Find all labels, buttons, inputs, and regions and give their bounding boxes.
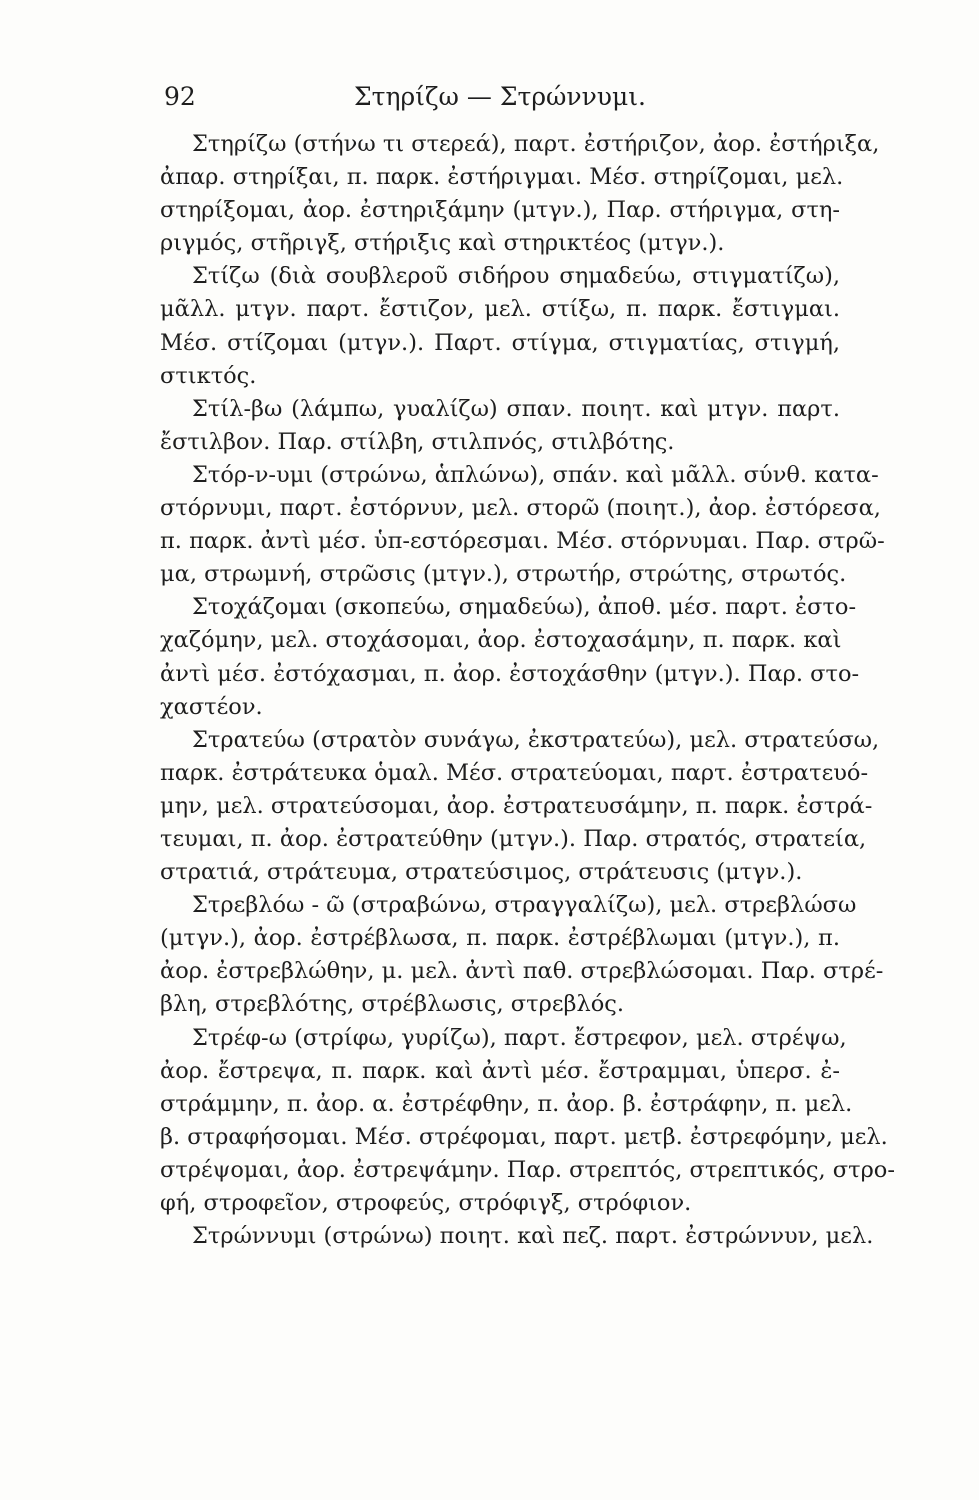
text-line: φή, στροφεῖον, στροφεύς, στρόφιγξ, στρόφιον.: [160, 1190, 692, 1216]
text-line: Στρεβλόω - ῶ (στραβώνω, στραγγαλίζω), μελ. στρεβλώσω: [192, 892, 857, 919]
text-line: π. παρκ. ἀντὶ μέσ. ὑπ-εστόρεσμαι. Μέσ. στόρνυμαι. Παρ. στρῶ-: [160, 528, 885, 555]
text-line: ἀντὶ μέσ. ἐστόχασμαι, π. ἀορ. ἐστοχάσθην (μτγν.). Παρ. στο-: [160, 660, 860, 687]
text-line: (μτγν.), ἀορ. ἐστρέβλωσα, π. παρκ. ἐστρέβλωμαι (μτγν.), π.: [160, 925, 840, 952]
page-header: [160, 82, 840, 118]
text-line: ἀορ. ἐστρεβλώθην, μ. μελ. ἀντὶ παθ. στρεβλώσομαι. Παρ. στρέ-: [160, 958, 884, 985]
text-line: στρατιά, στράτευμα, στρατεύσιμος, στράτευσις (μτγν.).: [160, 859, 803, 886]
text-line: Στόρ-ν-υμι (στρώνω, ἁπλώνω), σπάν. καὶ μᾶλλ. σύνθ. κατα-: [192, 461, 879, 488]
text-line: στρέψομαι, ἀορ. ἐστρεψάμην. Παρ. στρεπτός, στρεπτικός, στρο-: [160, 1156, 895, 1183]
text-line: μᾶλλ. μτγν. παρτ. ἔστιζον, μελ. στίξω, π. παρκ. ἔστιγμαι.: [160, 296, 840, 323]
text-line: στόρνυμι, παρτ. ἐστόρνυν, μελ. στορῶ (ποιητ.), ἀορ. ἐστόρεσα,: [160, 495, 881, 522]
text-line: στράμμην, π. ἀορ. α. ἐστρέφθην, π. ἀορ. β. ἐστράφην, π. μελ.: [160, 1090, 853, 1117]
text-line: Στίζω (διὰ σουβλεροῦ σιδήρου σημαδεύω, στιγματίζω),: [192, 263, 840, 290]
text-line: ριγμός, στῆριγξ, στήριξις καὶ στηρικτέος (μτγν.).: [160, 230, 725, 257]
text-line: χαζόμην, μελ. στοχάσομαι, ἀορ. ἐστοχασάμην, π. παρκ. καὶ: [160, 627, 842, 654]
text-line: χαστέον.: [160, 693, 263, 720]
text-line: Στρατεύω (στρατὸν συνάγω, ἐκστρατεύω), μελ. στρατεύσω,: [192, 726, 880, 753]
running-head: Στηρίζω — Στρώννυμι.: [354, 82, 646, 111]
text-line: μα, στρωμνή, στρῶσις (μτγν.), στρωτήρ, στρώτης, στρωτός.: [160, 561, 847, 588]
text-line: Στρέφ-ω (στρίφω, γυρίζω), παρτ. ἔστρεφον, μελ. στρέψω,: [192, 1024, 847, 1051]
page-number: 92: [164, 82, 196, 111]
text-line: Μέσ. στίζομαι (μτγν.). Παρτ. στίγμα, στιγματίας, στιγμή,: [160, 329, 840, 356]
text-line: παρκ. ἐστράτευκα ὁμαλ. Μέσ. στρατεύομαι, παρτ. ἐστρατευό-: [160, 759, 869, 786]
text-line: τευμαι, π. ἀορ. ἐστρατεύθην (μτγν.). Παρ. στρατός, στρατεία,: [160, 825, 867, 852]
text-line: Στρώννυμι (στρώνω) ποιητ. καὶ πεζ. παρτ. ἐστρώννυν, μελ.: [192, 1223, 874, 1250]
dictionary-body: [160, 128, 895, 1253]
text-line: ἀπαρ. στηρίξαι, π. παρκ. ἐστήριγμαι. Μέσ. στηρίζομαι, μελ.: [160, 164, 844, 191]
text-line: βλη, στρεβλότης, στρέβλωσις, στρεβλός.: [160, 991, 625, 1018]
text-line: β. στραφήσομαι. Μέσ. στρέφομαι, παρτ. μετβ. ἐστρεφόμην, μελ.: [160, 1123, 888, 1150]
text-line: ἔστιλβον. Παρ. στίλβη, στιλπνός, στιλβότης.: [160, 428, 675, 455]
text-line: στηρίξομαι, ἀορ. ἐστηριξάμην (μτγν.), Παρ. στήριγμα, στη-: [160, 197, 840, 224]
text-line: μην, μελ. στρατεύσομαι, ἀορ. ἐστρατευσάμην, π. παρκ. ἐστρά-: [160, 792, 873, 819]
text-line: Στίλ-βω (λάμπω, γυαλίζω) σπαν. ποιητ. καὶ μτγν. παρτ.: [192, 395, 840, 422]
text-line: Στηρίζω (στήνω τι στερεά), παρτ. ἐστήριζον, ἀορ. ἐστήριξα,: [192, 131, 880, 157]
text-line: στικτός.: [160, 362, 257, 389]
text-line: ἀορ. ἔστρεψα, π. παρκ. καὶ ἀντὶ μέσ. ἔστραμμαι, ὑπερσ. ἐ-: [160, 1057, 840, 1084]
text-line: Στοχάζομαι (σκοπεύω, σημαδεύω), ἀποθ. μέσ. παρτ. ἐστο-: [192, 594, 857, 621]
